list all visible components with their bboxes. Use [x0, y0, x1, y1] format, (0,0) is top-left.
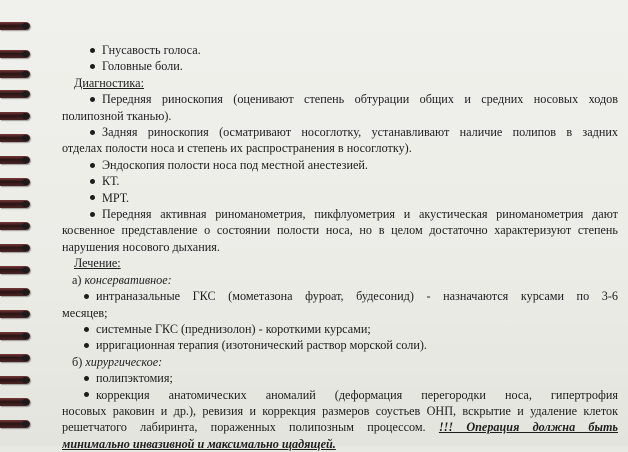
list-item: Гнусавость голоса. [62, 42, 618, 58]
bullet-icon [90, 97, 95, 102]
bullet-icon [90, 163, 95, 168]
text-line: полипозной тканью). [62, 108, 172, 123]
section-heading-treatment: Лечение: [74, 256, 121, 271]
subsection-surgical: б) хирургическое: [72, 354, 163, 369]
binding-hole [22, 311, 29, 317]
list-item: Передняя активная риноманометрия, пикфлуометрия и акустическая риноманометрия дают [62, 206, 618, 222]
binding-hole [22, 91, 29, 97]
binding-hole [22, 223, 29, 229]
text-line: нарушения носового дыхания. [62, 239, 220, 254]
bullet-icon [90, 195, 95, 200]
binding-hole [22, 333, 29, 339]
bullet-icon [90, 212, 95, 217]
subsection-conservative: а) консервативное: [72, 272, 172, 287]
binding-hole [22, 135, 29, 141]
bullet-icon [84, 294, 89, 299]
bullet-icon [84, 392, 89, 397]
bullet-icon [84, 327, 89, 332]
bullet-icon [90, 130, 95, 135]
list-item: Передняя риноскопия (оценивают степень обтурации общих и средних носовых ходов [62, 91, 618, 107]
binding-hole [22, 245, 29, 251]
bullet-icon [90, 48, 95, 53]
warning-text: минимально инвазивной и максимально щадящей. [62, 436, 336, 451]
list-item: коррекция анатомических аномалий (деформация перегородки носа, гипертрофия [62, 387, 618, 403]
list-item: Эндоскопия полости носа под местной анестезией. [62, 157, 618, 173]
binding-hole [22, 71, 29, 77]
binding-hole [22, 289, 29, 295]
binding-hole [22, 421, 29, 427]
text-line: решетчатого лабиринта, пораженных полипозным процессом. !!! Операция должна быть [62, 420, 618, 435]
list-item: МРТ. [62, 190, 618, 206]
list-item: Задняя риноскопия (осматривают носоглотку, устанавливают наличие полипов в задних [62, 124, 618, 140]
spiral-binding [0, 0, 34, 446]
list-item: системные ГКС (преднизолон) - короткими курсами; [62, 321, 618, 337]
bullet-icon [90, 179, 95, 184]
bullet-icon [84, 343, 89, 348]
binding-hole [22, 179, 29, 185]
text-line [62, 436, 618, 452]
list-item: Головные боли. [62, 58, 618, 74]
binding-hole [22, 201, 29, 207]
binding-hole [22, 377, 29, 383]
binding-hole [22, 399, 29, 405]
section-heading-diagnostics: Диагностика: [74, 75, 144, 90]
text-line: отделах полости носа и степень их распространения в носоглотку). [62, 141, 412, 156]
bullet-icon [84, 376, 89, 381]
list-item: ирригационная терапия (изотонический раствор морской соли). [62, 337, 618, 353]
bullet-icon [90, 64, 95, 69]
binding-hole [22, 267, 29, 273]
text-line: месяцев; [62, 305, 108, 320]
binding-hole [22, 113, 29, 119]
text-line: косвенное представление о состоянии полости носа, но в целом достаточно характеризуют степень [62, 223, 618, 238]
binding-hole [22, 51, 29, 57]
list-item: интраназальные ГКС (мометазона фуроат, будесонид) - назначаются курсами по 3-6 [62, 288, 618, 304]
warning-text: !!! Операция должна быть [438, 420, 618, 435]
binding-hole [22, 355, 29, 361]
list-item: полипэктомия; [62, 370, 618, 386]
binding-hole [22, 23, 29, 29]
list-item: КТ. [62, 173, 618, 189]
document-text [62, 42, 618, 452]
text-line: носовых раковин и др.), ревизия и коррекция размеров соустьев ОНП, вскрытие и удаление клеток [62, 403, 618, 418]
binding-hole [22, 157, 29, 163]
